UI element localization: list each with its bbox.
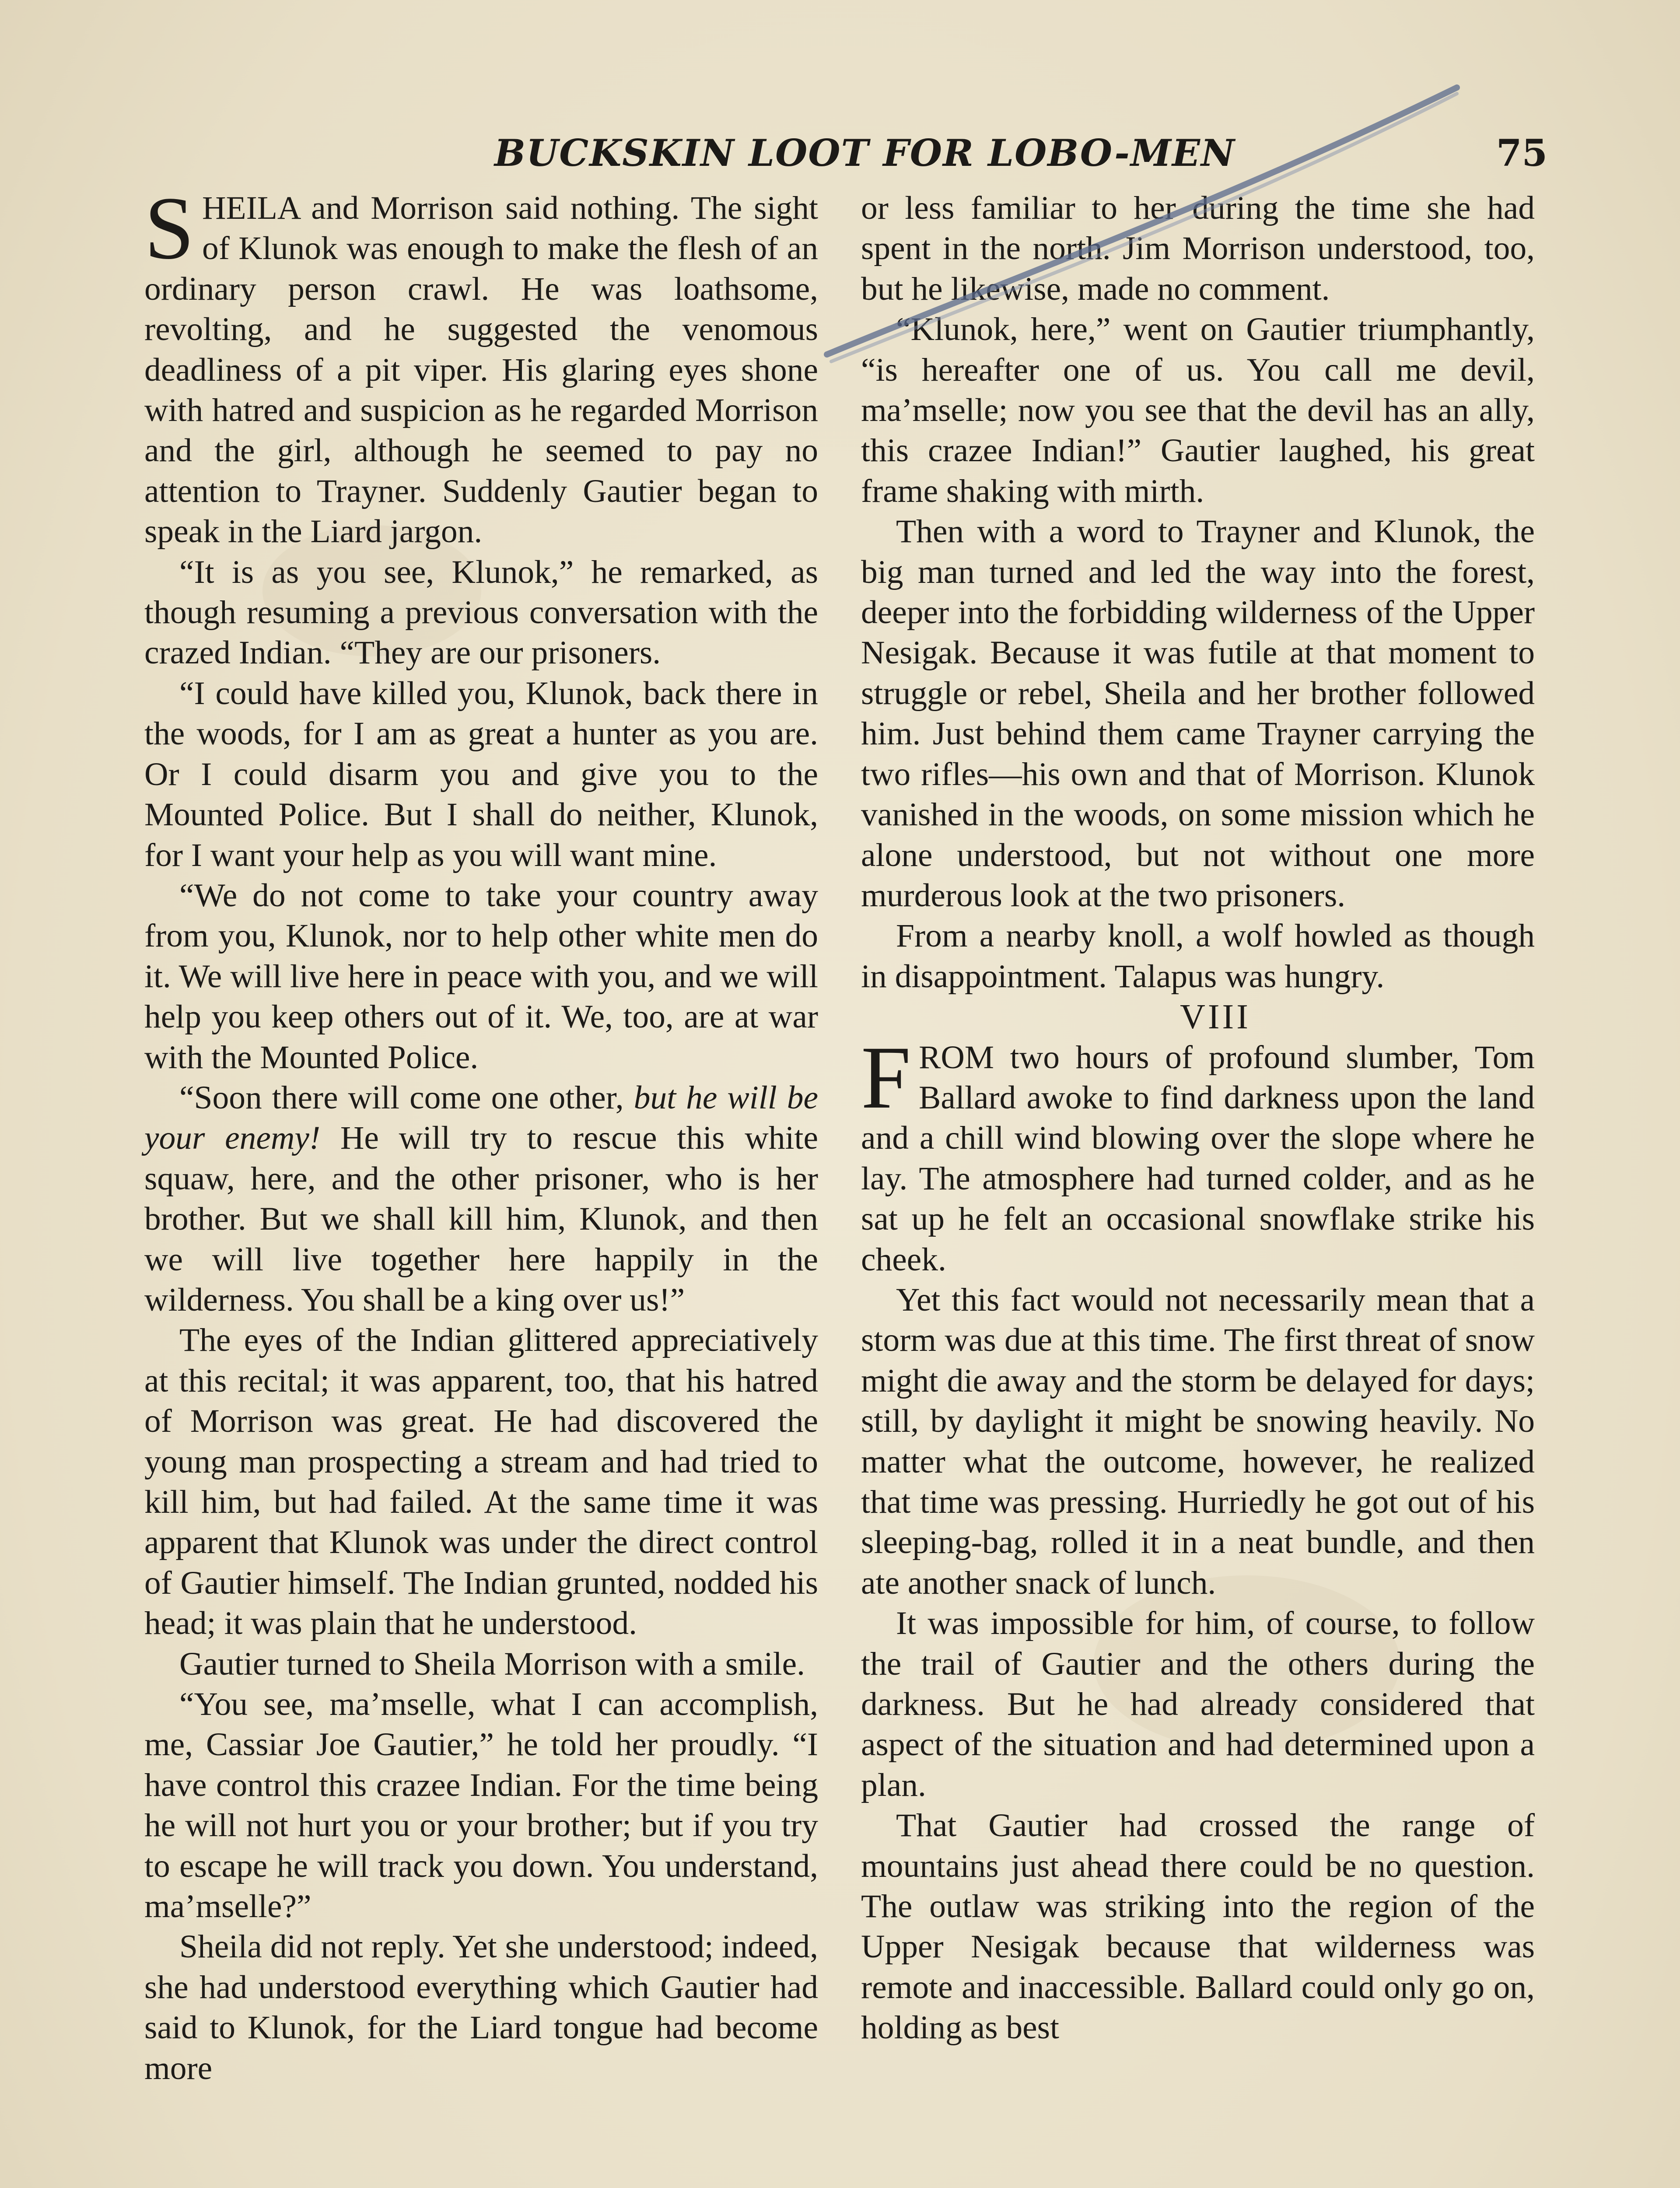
paragraph: “We do not come to take your country away from you, Klunok, nor to help other white men do it. We will live here in peace with you, and we will help you keep others out of it. We, too, are at war with the Mounted Police. (144, 877, 818, 1076)
italic-emphasis: but he will be your enemy! (144, 1079, 818, 1157)
drop-cap: F (861, 1027, 911, 1127)
paragraph: From a nearby knoll, a wolf howled as though in disappointment. Talapus was hungry. (861, 918, 1535, 995)
paragraph: or less familiar to her during the time she had spent in the north. Jim Morrison understood, too, but he likewise, made no comment. (861, 190, 1535, 307)
paragraph: “It is as you see, Klunok,” he remarked, as though resuming a previous conversation with the crazed Indian. “They are our prisoners. (144, 554, 818, 671)
drop-cap: S (144, 179, 195, 278)
paragraph: The eyes of the Indian glittered appreciatively at this recital; it was apparent, too, that his hatred of Morrison was great. He had discovered the young man prospecting a stream and had tried to kill him, but had failed. At the same time it was apparent that Klunok was under the direct control of Gautier himself. The Indian grunted, nodded his head; it was plain that he understood. (144, 1322, 818, 1642)
paragraph: Then with a word to Trayner and Klunok, the big man turned and led the way into the forest, deeper into the forbidding wilderness of the Upper Nesigak. Because it was futile at that moment to struggle or rebel, Sheila and her brother followed him. Just behind them came Trayner carrying the two rifles—his own and that of Morrison. Klunok vanished in the woods, on some mission which he alone understood, but not without one more murderous look at the two prisoners. (861, 513, 1535, 914)
paragraph: “You see, ma’mselle, what I can accomplish, me, Cassiar Joe Gautier,” he told her proudly. “I have control this crazee Indian. For the time being he will not hurt you or your brother; but if you try to escape he will track you down. You understand, ma’mselle?” (144, 1686, 818, 1925)
paragraph: It was impossible for him, of course, to follow the trail of Gautier and the others during the darkness. But he had already considered that aspect of the situation and had determined upon a plan. (861, 1605, 1535, 1803)
paragraph: “I could have killed you, Klunok, back there in the woods, for I am as great a hunter as you are. Or I could disarm you and give you to the Mounted Police. But I shall do neither, Klunok, for I want your help as you will want mine. (144, 675, 818, 873)
paragraph: SHEILA and Morrison said nothing. The sight of Klunok was enough to make the flesh of an ordinary person crawl. He was loathsome, revolting, and he suggested the venomous deadliness of a pit viper. His glaring eyes shone with hatred and suspicion as he regarded Morrison and the girl, although he seemed to pay no attention to Trayner. Suddenly Gautier began to speak in the Liard jargon. (144, 179, 818, 550)
paragraph: “Klunok, here,” went on Gautier triumphantly, “is hereafter one of us. You call me devil, ma’mselle; now you see that the devil has an ally, this crazee Indian!” Gautier laughed, his great frame shaking with mirth. (861, 311, 1535, 509)
paragraph: Sheila did not reply. Yet she understood; indeed, she had understood everything which Gautier had said to Klunok, for the Liard tongue had become more (144, 1929, 818, 2086)
paragraph: That Gautier had crossed the range of mountains just ahead there could be no question. The outlaw was striking into the region of the Upper Nesigak because that wilderness was remote and inaccessible. Ballard could only go on, holding as best (861, 1807, 1535, 2046)
running-header-title: BUCKSKIN LOOT FOR LOBO-MEN (494, 131, 1236, 175)
paragraph: Yet this fact would not necessarily mean that a storm was due at this time. The first threat of snow might die away and the storm be delayed for days; still, by daylight it might be snowing heavily. No matter what the outcome, however, he realized that time was pressing. Hurriedly he got out of his sleeping-bag, rolled it in a neat bundle, and then ate another snack of lunch. (861, 1281, 1535, 1601)
paragraph: Gautier turned to Sheila Morrison with a smile. (179, 1645, 805, 1682)
paragraph: “Soon there will come one other, but he will be your enemy! He will try to rescue this white squaw, here, and the other prisoner, who is her brother. But we shall kill him, Klunok, and then we will live together here happily in the wilderness. You shall be a king over us!” (144, 1079, 818, 1318)
page-number: 75 (1496, 131, 1547, 175)
pencil-stroke (827, 88, 1457, 354)
paragraph: FROM two hours of profound slumber, Tom Ballard awoke to find darkness upon the land and a chill wind blowing over the slope where he lay. The atmosphere had turned colder, and as he sat up he felt an occasional snowflake strike his cheek. (861, 1027, 1535, 1278)
chapter-heading: VIII (1180, 998, 1251, 1037)
